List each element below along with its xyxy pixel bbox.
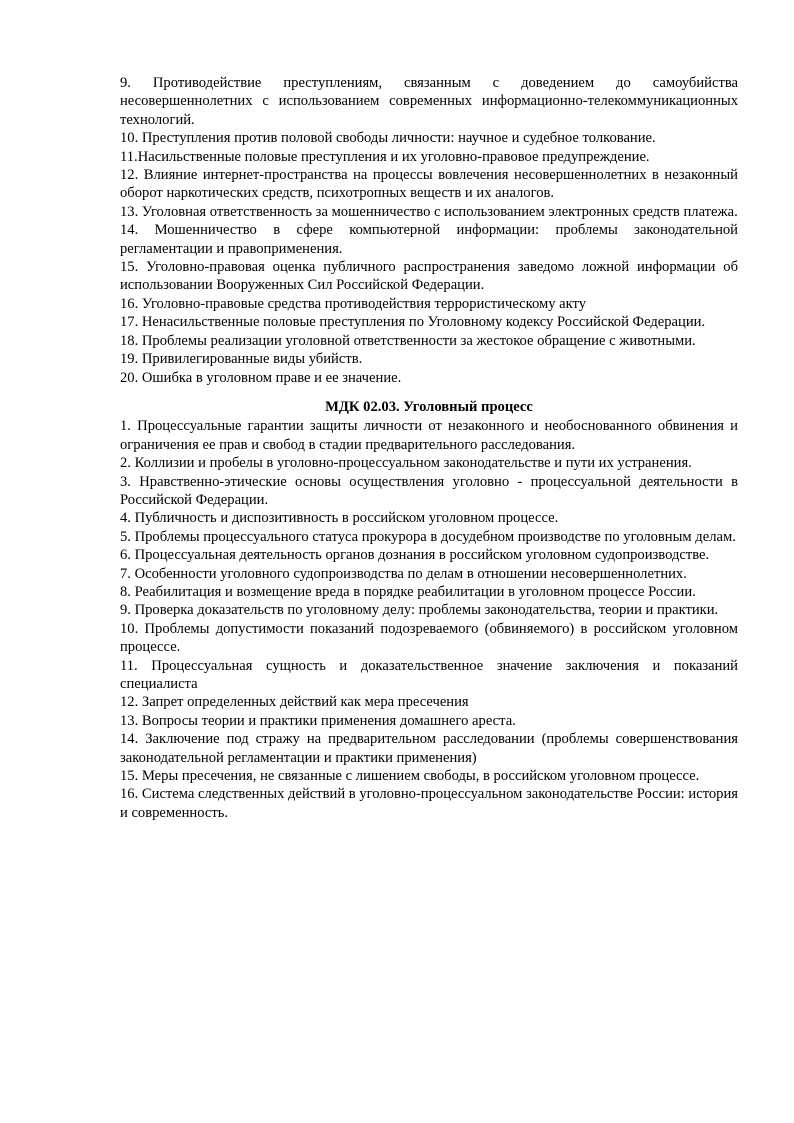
list-item: 11.Насильственные половые преступления и их уголовно-правовое предупреждение. <box>120 148 650 165</box>
list-item: 8. Реабилитация и возмещение вреда в порядке реабилитации в уголовном процессе России. <box>120 583 696 600</box>
list-item: 16. Система следственных действий в уголовно-процессуальном законодательстве России: история и современность. <box>120 786 738 821</box>
list-item: 18. Проблемы реализации уголовной ответственности за жестокое обращение с животными. <box>120 332 696 349</box>
list-item: 9. Проверка доказательств по уголовному делу: проблемы законодательства, теории и практики. <box>120 602 719 619</box>
list-item: 13. Уголовная ответственность за мошенничество с использованием электронных средств платежа. <box>120 203 738 220</box>
list-item: 4. Публичность и диспозитивность в российском уголовном процессе. <box>120 510 559 527</box>
list-item: 15. Меры пресечения, не связанные с лишением свободы, в российском уголовном процессе. <box>120 768 700 785</box>
list-item: 10. Преступления против половой свободы личности: научное и судебное толкование. <box>120 130 656 147</box>
list-item: 17. Ненасильственные половые преступления по Уголовному кодексу Российской Федерации. <box>120 314 706 331</box>
section-heading: МДК 02.03. Уголовный процесс <box>325 398 533 415</box>
list-item: 16. Уголовно-правовые средства противодействия террористическому акту <box>120 295 587 312</box>
list-item: 3. Нравственно-этические основы осуществления уголовно - процессуальной деятельности в Российской Федерации. <box>120 473 738 508</box>
document-page <box>120 74 738 822</box>
list-item: 2. Коллизии и пробелы в уголовно-процессуальном законодательстве и пути их устранения. <box>120 455 692 472</box>
list-item: 19. Привилегированные виды убийств. <box>120 351 363 368</box>
list-item: 20. Ошибка в уголовном праве и ее значение. <box>120 369 402 386</box>
list-item: 15. Уголовно-правовая оценка публичного распространения заведомо ложной информации об использовании Вооруженных Сил Российской Федерации. <box>120 259 738 294</box>
list-item: 14. Заключение под стражу на предварительном расследовании (проблемы совершенствования законодательной регламентации и практики применения) <box>120 731 738 766</box>
list-item: 7. Особенности уголовного судопроизводства по делам в отношении несовершеннолетних. <box>120 565 687 582</box>
topic-list-criminal-procedure <box>120 417 738 822</box>
list-item: 10. Проблемы допустимости показаний подозреваемого (обвиняемого) в российском уголовном процессе. <box>120 620 738 656</box>
list-item: 12. Влияние интернет-пространства на процессы вовлечения несовершеннолетних в незаконный оборот наркотических средств, психотропных веществ и их аналогов. <box>120 167 738 202</box>
list-item: 5. Проблемы процессуального статуса прокурора в досудебном производстве по уголовным делам. <box>120 528 736 545</box>
list-item: 1. Процессуальные гарантии защиты личности от незаконного и необоснованного обвинения и ограничения ее прав и свобод в стадии предварительного расследования. <box>120 418 738 453</box>
list-item: 6. Процессуальная деятельность органов дознания в российском уголовном судопроизводстве. <box>120 547 710 564</box>
topic-list-criminal-law <box>120 74 738 387</box>
list-item: 14. Мошенничество в сфере компьютерной информации: проблемы законодательной регламентации и правоприменения. <box>120 222 738 257</box>
list-item: 13. Вопросы теории и практики применения домашнего ареста. <box>120 712 516 729</box>
list-item: 12. Запрет определенных действий как мера пресечения <box>120 694 469 711</box>
list-item: 9. Противодействие преступлениям, связанным с доведением до самоубийства несовершеннолетних с использованием современных информационно-телекоммуникационных технологий. <box>120 75 738 128</box>
list-item: 11. Процессуальная сущность и доказательственное значение заключения и показаний специалиста <box>120 657 738 692</box>
